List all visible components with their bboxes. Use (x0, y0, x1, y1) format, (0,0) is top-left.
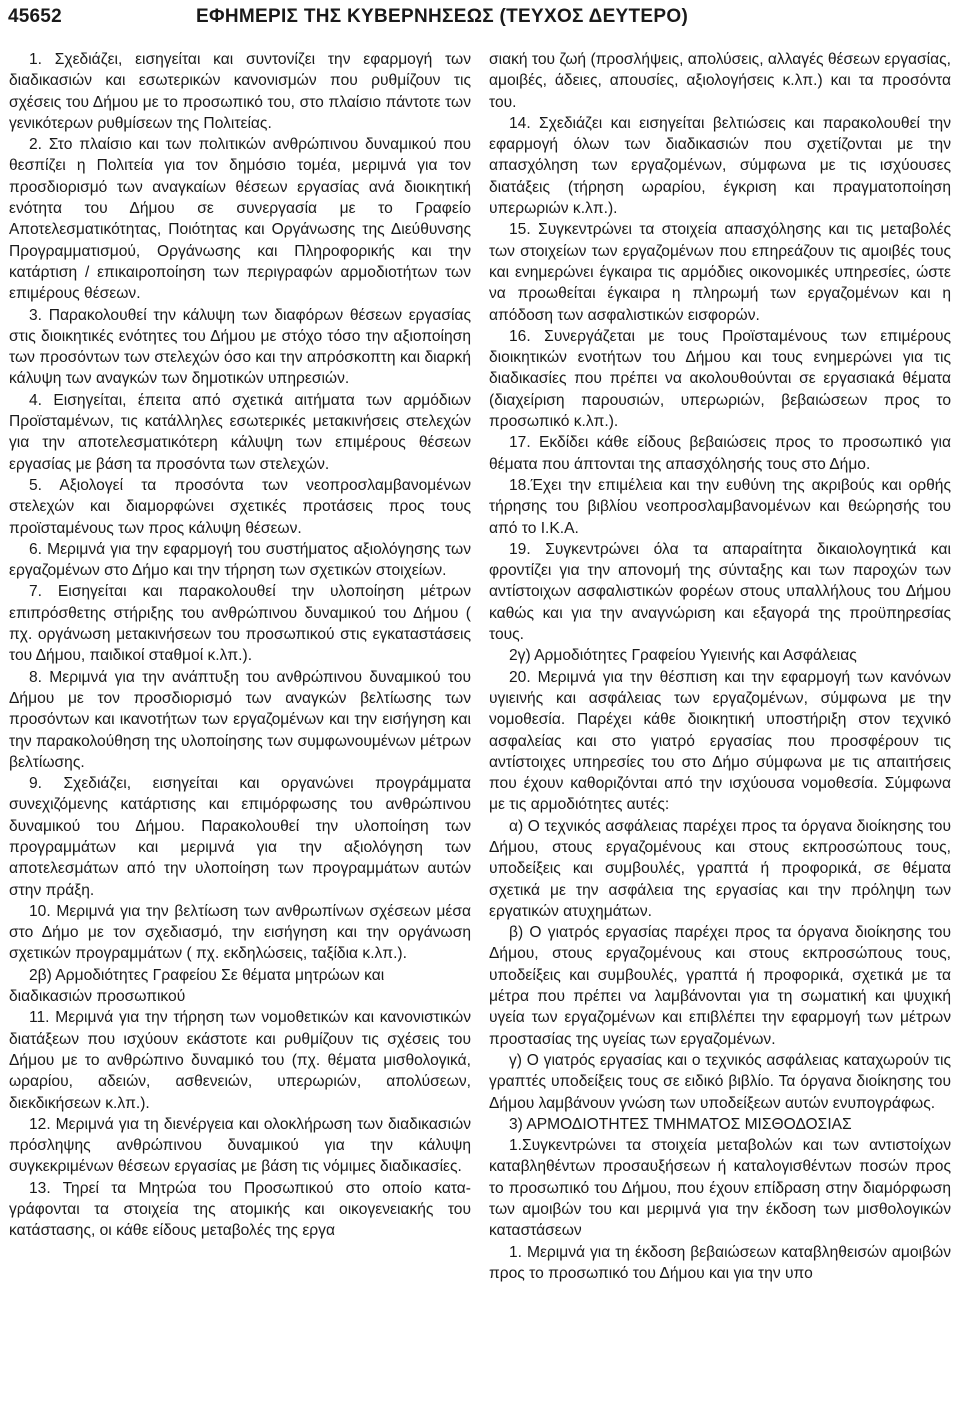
paragraph-15: 15. Συγκεντρώνει τα στοιχεία απασχόλησης και τις μεταβολές των στοιχείων των εργαζομένων που επηρεάζουν τις αμοιβές τους και ενημερώνει έγκαιρα τις αρμόδιες οικονομικές υπηρεσίες, ώστε να προωθείται έγκαιρα η πληρωμή των εργαζομένων και η απόδοση των ασφαλιστικών εισφορών. (489, 221, 951, 324)
paragraph-7: 7. Εισηγείται και παρακολουθεί την υλοποίηση μέτρων επιπρόσθετης στήριξης του ανθρώπινου δυναμικού του Δήμου ( πχ. οργάνωση μετακινήσεων του προσωπικού στις εγκαταστάσεις του Δήμου, παιδικοί σταθμοί κ.λπ.). (9, 583, 471, 665)
payroll-paragraph-1b: 1. Μεριμνά για τη έκδοση βεβαιώσεων καταβληθεισών αμοιβών προς το προσωπικό του Δήμου και για την υπο (489, 1243, 951, 1282)
paragraph-17: 17. Εκδίδει κάθε είδους βεβαιώσεις προς το προσωπικό για θέματα που άπτονται της απασχόλησής τους στο Δήμο. (489, 434, 951, 473)
section-heading-3: 3) ΑΡΜΟΔΙΟΤΗΤΕΣ ΤΜΗΜΑΤΟΣ ΜΙΣΘΟΔΟΣΙΑΣ (509, 1115, 852, 1133)
paragraph-14: 14. Σχεδιάζει και εισηγείται βελτιώσεις και παρακολουθεί την εφαρμογή όλων των διαδικασιών που σχετίζονται με την απασχόληση των εργαζομένων, σύμφωνα με τις ισχύουσες διατάξεις (τήρηση ωραρίου, έγκριση και πραγματοποίηση υπερωριών κ.λπ.). (489, 114, 951, 218)
paragraph-11: 11. Μεριμνά για την τήρηση των νομοθετικών και κανονιστικών διατάξεων που ισχύουν εκάστοτε και ρυθμίζουν τις σχέσεις του Δήμου με το ανθρώπινο δυναμικό του (πχ. θέματα μισθολογικά, ωραρίου, αδειών, ασθενειών, υπερωριών, απολύσεων, διεκδικήσεων κ.λπ.). (9, 1009, 471, 1112)
paragraph-5: 5. Αξιολογεί τα προσόντα των νεοπροσλαμβανομένων στελεχών και διαμορφώνει σχετικές προτάσεις προς τους προϊσταμένους των προς κάλυψη θέσεων. (9, 476, 471, 537)
paragraph-2: 2. Στο πλαίσιο και των πολιτικών ανθρώπινου δυναμικού που θεσπίζει η Πολιτεία για τον δημόσιο τομέα, μεριμνά για τον προσδιορισμό των αναγκαίων θέσεων εργασίας ανά διοικητική ενότητα του Δήμου σε συνεργασία με το Γραφείο Αποτελεσματικότητας, Ποιότητας και Οργάνωσης της Διεύθυνσης Προγραμματισμού, Οργάνωσης και Πληροφορικής και την κατάρτιση / επικαιροποίηση των περιγραφών αρμοδιοτήτων των επιμέρους θέσεων. (9, 136, 471, 303)
paragraph-9: 9. Σχεδιάζει, εισηγείται και οργανώνει προγράμματα συνεχιζόμενης κατάρτισης και επιμόρφωσης του ανθρώπινου δυναμικού του Δήμου. Παρακολουθεί την υλοποίηση των προγραμμάτων και μεριμνά για την αξιολόγηση των αποτελεσμάτων από την υλοποίηση των προγραμμάτων αυτών στην πράξη. (9, 775, 471, 899)
paragraph-19: 19. Συγκεντρώνει όλα τα απαραίτητα δικαιολογητικά και φροντίζει για την απονομή της σύνταξης και των παροχών των αντίστοιχων ασφαλιστικών φορέων στους υπαλλήλους του Δήμου καθώς και για την αναγνώριση και εξαγορά της προϋπηρεσίας τους. (489, 540, 951, 644)
left-column (9, 49, 471, 1242)
paragraph-18: 18.Έχει την επιμέλεια και την ευθύνη της ακριβούς και ορθής τήρησης του βιβλίου νεοπροσλαμβανομένων και θεώρησής του από το Ι.Κ.Α. (489, 476, 951, 537)
section-heading-2g: 2γ) Αρμοδιότητες Γραφείου Υγιεινής και Ασφάλειας (509, 647, 857, 665)
right-column (489, 49, 951, 1284)
paragraph-10: 10. Μεριμνά για την βελτίωση των ανθρωπίνων σχέσεων μέσα στο Δήμο με τον σχεδιασμό, την εισήγηση και την οργάνωση σχετικών προγραμμάτων ( πχ. εκδηλώσεις, ταξίδια κ.λπ.). (9, 902, 471, 963)
paragraph-3: 3. Παρακολουθεί την κάλυψη των διαφόρων θέσεων εργασίας στις διοικητικές ενότητες του Δήμου με στόχο τόσο την αξιοποίηση των προσόντων των στελεχών όσο και την απρόσκοπτη και διαρκή κάλυψη των αναγκών των δημοτικών υπηρεσιών. (9, 306, 471, 388)
page-header (0, 0, 960, 40)
paragraph-20: 20. Μεριμνά για την θέσπιση και την εφαρμογή των κανόνων υγιεινής και ασφάλειας των εργαζομένων, σύμφωνα με την νομοθεσία. Παρέχει κάθε διοικητική υποστήριξη στον τεχνικό ασφαλείας και στο γιατρό εργασίας που προσφέρουν τις αντίστοιχες υπηρεσίες του στο Δήμο σύμφωνα με τις απαιτήσεις που έχουν καθοριζόνται από την ισχύουσα νομοθεσία. Σύμφωνα με τις αρμοδιότητες αυτές: (489, 668, 951, 814)
payroll-paragraph-1: 1.Συγκεντρώνει τα στοιχεία μεταβολών και των αντιστοίχων καταβληθέντων προσαυξήσεων ή καταλογισθέντων ποσών προς το προσωπικό του Δήμου, που έχουν επίδραση στην διαμόρφωση των αμοιβών του και μεριμνά για την έκδοση των μισθολογικών καταστάσεων (489, 1137, 951, 1240)
gazette-title: ΕΦΗΜΕΡΙΣ ΤΗΣ ΚΥΒΕΡΝΗΣΕΩΣ (ΤΕΥΧΟΣ ΔΕΥΤΕΡΟ) (196, 6, 689, 27)
paragraph-13-continued: σιακή του ζωή (προσλήψεις, απολύσεις, αλλαγές θέσεων εργασίας, αμοιβές, άδειες, απουσίες, αξιολογήσεις κ.λπ.) και τα προσόντα του. (489, 51, 951, 111)
paragraph-6: 6. Μεριμνά για την εφαρμογή του συστήματος αξιολόγησης των εργαζομένων στο Δήμο και την τήρηση των σχετικών στοιχείων. (9, 540, 471, 580)
paragraph-16: 16. Συνεργάζεται με τους Προϊσταμένους των επιμέρους διοικητικών ενοτήτων του Δήμου και τους ενημερώνει για τις διαδικασίες που πρέπει να ακολουθούνται σε εργασιακά θέματα (διαχείριση παρουσιών, υπερωριών, βεβαιώσεων προς το προσωπικό κ.λπ.). (489, 327, 951, 431)
paragraph-20b: β) Ο γιατρός εργασίας παρέχει προς τα όργανα διοίκησης του Δήμου, στους εργαζομένους και στους εκπροσώπους τους, υποδείξεις και συμβουλές, γραπτά ή προφορικά, σχετικά με τα μέτρα που πρέπει να λαμβάνονται για τη σωματική και ψυχική υγεία των εργαζομένων και επιβλέπει την εφαρμογή των μέτρων προστασίας της υγείας των εργαζομένων. (489, 924, 951, 1048)
section-heading-2b: 2β) Αρμοδιότητες Γραφείου Σε θέματα μητρώων και διαδικασιών προσωπικού (9, 966, 385, 1006)
paragraph-1: 1. Σχεδιάζει, εισηγείται και συντονίζει την εφαρμογή των διαδικασιών και εσωτερικών κανονισμών που ρυθμίζουν τις σχέσεις του Δήμου με το προσωπικό του, στο πλαίσιο πάντοτε των γενικότερων ρυθμίσεων της Πολιτείας. (9, 51, 471, 132)
paragraph-4: 4. Εισηγείται, έπειτα από σχετικά αιτήματα των αρμόδιων Προϊσταμένων, τις κατάλληλες εσωτερικές μετακινήσεις στελεχών για την αποτελεσματικότερη κάλυψη των επιμέρους θέσεων εργασίας με βάση τα προσόντα των στελεχών. (9, 391, 471, 473)
paragraph-12: 12. Μεριμνά για τη διενέργεια και ολοκλήρωση των διαδικασιών πρόσληψης ανθρώπινου δυναμικού για την κάλυψη συγκεκριμένων θέσεων εργασίας με βάση τις νόμιμες διαδικασίες. (9, 1115, 471, 1176)
paragraph-13: 13. Τηρεί τα Μητρώα του Προσωπικού στο οποίο καταγράφονται τα στοιχεία της ατομικής και οικογενειακής του κατάστασης, οι κάθε είδους μεταβολές της εργα (9, 1179, 471, 1240)
paragraph-20a: α) Ο τεχνικός ασφάλειας παρέχει προς τα όργανα διοίκησης του Δήμου, στους εργαζομένους και στους εκπροσώπους τους, υποδείξεις και συμβουλές, γραπτά ή προφορικά, σε θέματα σχετικά με την ασφάλεια της εργασίας και την πρόληψη των εργατικών ατυχημάτων. (489, 817, 951, 920)
paragraph-8: 8. Μεριμνά για την ανάπτυξη του ανθρώπινου δυναμικού του Δήμου με τον προσδιορισμό των αναγκών βελτίωσης των προσόντων και ικανοτήτων των εργαζομένων και την εισήγηση και την παρακολούθηση της υλοποίησης των συμφωνουμένων μέτρων βελτίωσης. (9, 668, 471, 771)
page-number: 45652 (8, 6, 62, 27)
paragraph-20c: γ) Ο γιατρός εργασίας και ο τεχνικός ασφάλειας καταχωρούν τις γραπτές υποδείξεις τους σε ειδικό βιβλίο. Τα όργανα διοίκησης του Δήμου λαμβάνουν γνώση των υποδείξεων αυτών ενυπογράφως. (489, 1051, 951, 1112)
